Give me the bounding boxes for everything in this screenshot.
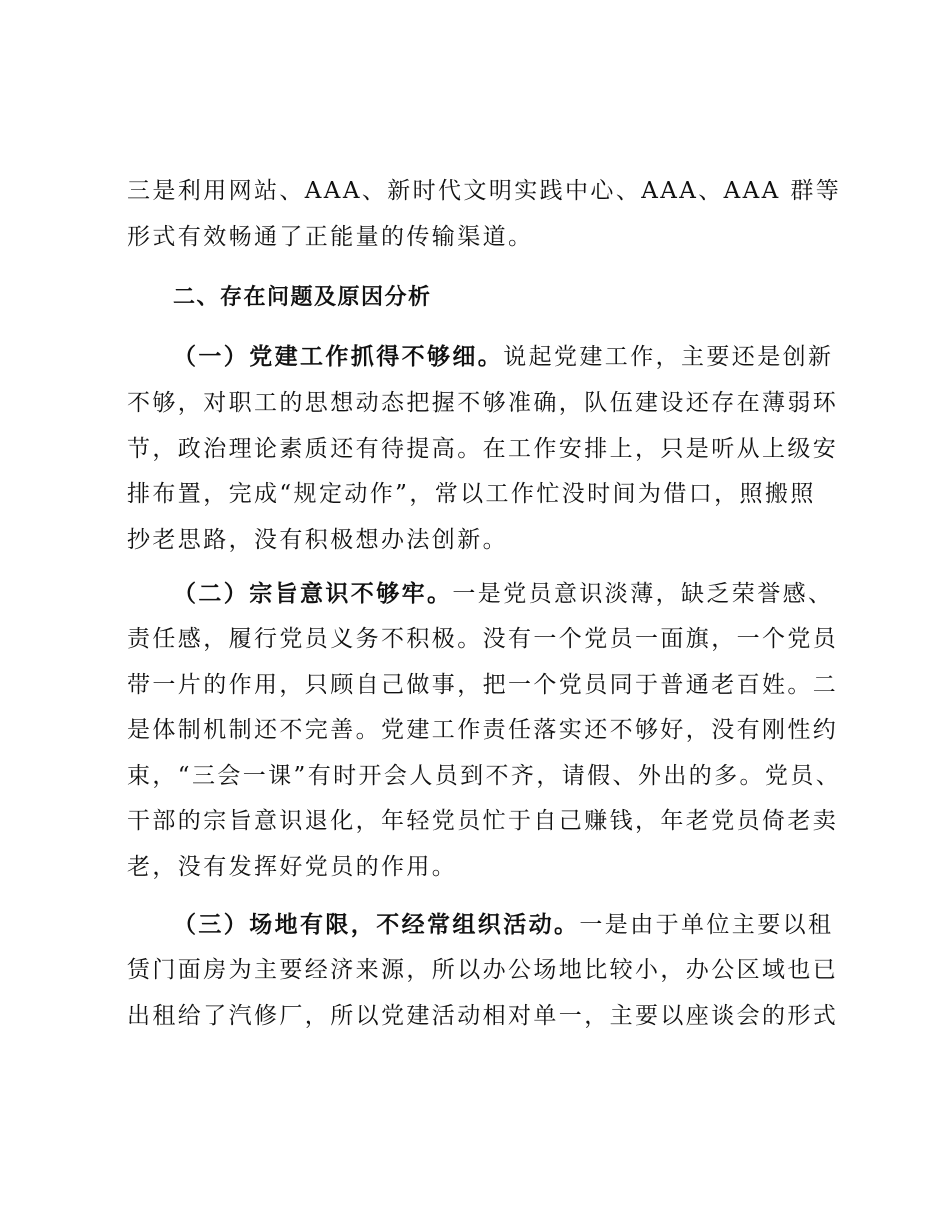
paragraph-2-line-5: 抄老思路，没有积极想办法创新。	[127, 527, 508, 553]
paragraph-3-line-3: 带一片的作用，只顾自己做事，把一个党员同于普通老百姓。二	[127, 672, 839, 698]
paragraph-3-lead: （二）宗旨意识不够牢。	[173, 580, 453, 607]
section-heading: 二、存在问题及原因分析	[173, 285, 432, 310]
paragraph-3-line-1-text: 一是党员意识淡薄，缺乏荣誉感、	[452, 581, 834, 607]
paragraph-2-line-1-text: 说起党建工作，主要还是创新	[503, 344, 834, 370]
paragraph-4-line-1	[173, 910, 833, 940]
paragraph-3-line-2: 责任感，履行党员义务不积极。没有一个党员一面旗，一个党员	[127, 626, 839, 652]
paragraph-3-line-5: 束，“三会一课”有时开会人员到不齐，请假、外出的多。党员、	[127, 763, 842, 789]
paragraph-4-line-3: 出租给了汽修厂，所以党建活动相对单一，主要以座谈会的形式	[127, 1003, 839, 1029]
paragraph-1-line-2: 形式有效畅通了正能量的传输渠道。	[127, 224, 534, 250]
paragraph-2-line-2: 不够，对职工的思想动态把握不够准确，队伍建设还存在薄弱环	[127, 390, 839, 416]
paragraph-3-line-7: 老，没有发挥好党员的作用。	[127, 854, 458, 880]
paragraph-4-line-1-text: 一是由于单位主要以租	[579, 912, 834, 938]
paragraph-4-line-2: 赁门面房为主要经济来源，所以办公场地比较小，办公区域也已	[127, 957, 839, 983]
paragraph-2-line-4: 排布置，完成“规定动作”，常以工作忙没时间为借口，照搬照	[127, 481, 816, 507]
paragraph-2-line-3: 节，政治理论素质还有待提高。在工作安排上，只是听从上级安	[127, 436, 839, 462]
paragraph-3-line-1	[173, 579, 833, 609]
paragraph-1-line-1: 三是利用网站、AAA、新时代文明实践中心、AAA、AAA 群等	[127, 178, 842, 204]
paragraph-2-lead: （一）党建工作抓得不够细。	[173, 343, 504, 370]
paragraph-3-line-4: 是体制机制还不完善。党建工作责任落实还不够好，没有刚性约	[127, 717, 839, 743]
paragraph-3-line-6: 干部的宗旨意识退化，年轻党员忙于自己赚钱，年老党员倚老卖	[127, 808, 839, 834]
paragraph-2-line-1	[173, 342, 833, 372]
paragraph-4-lead: （三）场地有限，不经常组织活动。	[173, 911, 580, 938]
